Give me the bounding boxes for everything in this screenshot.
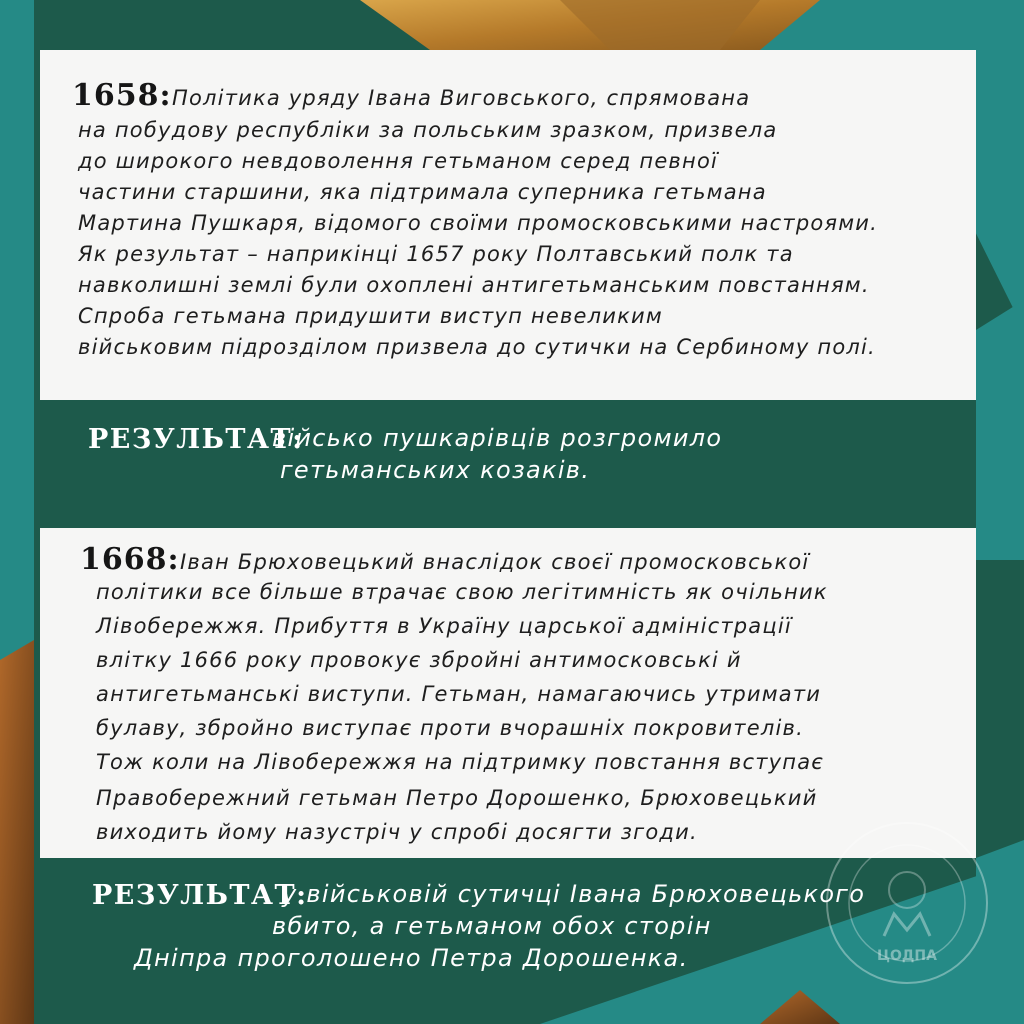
- year-heading: 1658:: [72, 78, 172, 113]
- result-label: РЕЗУЛЬТАТ:: [92, 880, 308, 911]
- text-line: Тож коли на Лівобережжя на підтримку повстання вступає: [96, 750, 825, 774]
- text-line: Політика уряду Івана Виговського, спрямована: [172, 86, 751, 110]
- artwork-left: [0, 640, 34, 1024]
- result-text-line: у військовій сутичці Івана Брюховецького: [282, 880, 866, 908]
- stamp-text: ЦОДПА: [877, 948, 937, 964]
- text-line: Спроба гетьмана придушити виступ невеликим: [78, 304, 663, 328]
- text-line: Мартина Пушкаря, відомого своїми промосковськими настроями.: [78, 211, 878, 235]
- text-line: на побудову республіки за польським зразком, призвела: [78, 118, 778, 142]
- text-line: військовим підрозділом призвела до сутички на Сербиному полі.: [78, 335, 876, 359]
- text-line: Іван Брюховецький внаслідок своєї промосковської: [180, 550, 810, 574]
- text-line: булаву, збройно виступає проти вчорашніх покровителів.: [96, 716, 804, 740]
- text-line: частини старшини, яка підтримала суперника гетьмана: [78, 180, 767, 204]
- result-text-line: гетьманських козаків.: [280, 456, 591, 484]
- text-line: антигетьманські виступи. Гетьман, намагаючись утримати: [96, 682, 822, 706]
- text-line: навколишні землі були охоплені антигетьманським повстанням.: [78, 273, 870, 297]
- text-line: Правобережний гетьман Петро Дорошенко, Брюховецький: [96, 786, 818, 810]
- text-line: політики все більше втрачає свою легітимність як очільник: [96, 580, 828, 604]
- text-line: влітку 1666 року провокує збройні антимосковські й: [96, 648, 742, 672]
- text-line: Як результат – наприкінці 1657 року Полтавський полк та: [78, 242, 794, 266]
- text-line: Лівобережжя. Прибуття в Україну царської адміністрації: [96, 614, 792, 638]
- result-label: РЕЗУЛЬТАТ:: [88, 424, 304, 455]
- text-line: виходить йому назустріч у спробі досягти згоди.: [96, 820, 698, 844]
- result-text-line: Дніпра проголошено Петра Дорошенка.: [134, 944, 689, 972]
- result-text-line: вбито, а гетьманом обох сторін: [272, 912, 712, 940]
- archive-stamp-icon: [822, 818, 992, 988]
- text-line: до широкого невдоволення гетьманом серед певної: [78, 149, 719, 173]
- year-heading: 1668:: [80, 542, 180, 577]
- result-text-line: військо пушкарівців розгромило: [272, 424, 723, 452]
